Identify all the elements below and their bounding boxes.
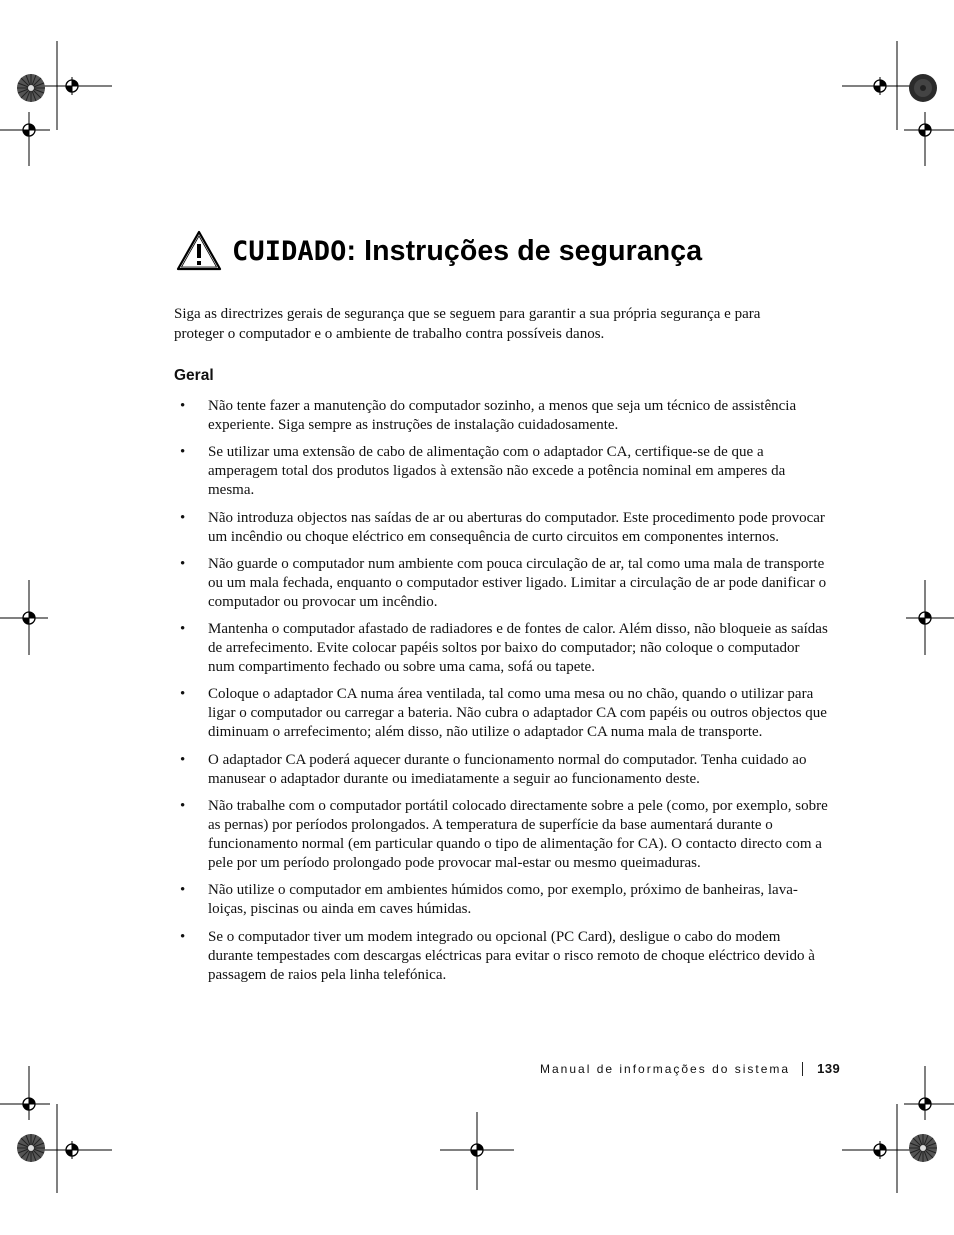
bullet-icon: •	[180, 509, 186, 526]
page-number: 139	[817, 1061, 841, 1076]
page-title	[232, 235, 702, 268]
list-item	[178, 397, 828, 435]
warning-triangle-icon	[176, 230, 222, 272]
list-item-text: Não guarde o computador num ambiente com pouca circulação de ar, tal como uma mala de transporte ou um mala fechada, enquanto o computador estiver ligado. Limitar a circulação de ar pode danificar o computador ou provocar um incêndio.	[208, 555, 827, 610]
registration-mark-bl	[0, 1066, 112, 1193]
list-item-text: Se o computador tiver um modem integrado ou opcional (PC Card), desligue o cabo do modem durante tempestades com descargas eléctricas para evitar o risco remoto de choque eléctrico devido à passagem de raios pela linha telefónica.	[208, 928, 815, 983]
section-heading: Geral	[174, 367, 214, 384]
bullet-icon: •	[180, 398, 186, 414]
list-item-text: Não introduza objectos nas saídas de ar ou aberturas do computador. Este procedimento pode provocar um incêndio ou choque eléctrico em consequência de curto circuitos em componentes internos.	[208, 509, 825, 545]
safety-list	[178, 397, 828, 993]
registration-mark-tl	[0, 41, 112, 166]
registration-mark-ml	[0, 580, 48, 655]
list-item	[178, 751, 828, 789]
list-item-text: Não utilize o computador em ambientes húmidos como, por exemplo, próximo de banheiras, lava-loiças, piscinas ou ainda em caves húmidas.	[208, 882, 798, 918]
title-prefix: CUIDADO	[232, 235, 347, 267]
bullet-icon: •	[180, 444, 186, 461]
registration-mark-br	[842, 1066, 954, 1193]
intro-paragraph: Siga as directrizes gerais de segurança que se seguem para garantir a sua própria segurança e para proteger o computador e o ambiente de trabalho contra possíveis danos.	[174, 306, 761, 342]
bullet-icon: •	[180, 686, 186, 703]
list-item-text: Mantenha o computador afastado de radiadores e de fontes de calor. Além disso, não bloqueie as saídas de arrefecimento. Evite colocar papéis soltos por baixo do computador; não coloque o computador num compartimento fechado ou sobre uma cama, sofá ou tapete.	[208, 621, 828, 676]
list-item	[178, 685, 828, 742]
page-title-row	[176, 228, 702, 274]
list-item-text: Não trabalhe com o computador portátil colocado directamente sobre a pele (como, por exemplo, sobre as pernas) por períodos prolongados. A temperatura de superfície da base aumentará durante o funcionamento normal (em particular quando o tipo de alimentação for CA). O contacto directo com a pele por um período prolongado pode provocar mal-estar ou mesmo queimaduras.	[208, 798, 828, 872]
page-footer	[540, 1061, 840, 1076]
bullet-icon: •	[180, 555, 186, 572]
list-item-text: Se utilizar uma extensão de cabo de alimentação com o adaptador CA, certifique-se de que a amperagem total dos produtos ligados à extensão não excede a potência nominal em amperes da mesma.	[208, 444, 786, 499]
list-item	[178, 509, 828, 547]
list-item	[178, 555, 828, 612]
list-item-text: Coloque o adaptador CA numa área ventilada, tal como uma mesa ou no chão, quando o utilizar para ligar o computador ou carregar a bateria. Não cubra o adaptador CA com papéis ou outros objectos que diminuam o arrefecimento; além disso, não utilize o adaptador CA numa mala de transporte.	[208, 686, 827, 741]
list-item	[178, 928, 828, 985]
list-item	[178, 881, 828, 919]
list-item	[178, 620, 828, 677]
list-item-text: Não tente fazer a manutenção do computador sozinho, a menos que seja um técnico de assistência experiente. Siga sempre as instruções de instalação cuidadosamente.	[208, 398, 797, 433]
bullet-icon: •	[180, 798, 186, 815]
bullet-icon: •	[180, 928, 186, 945]
bullet-icon: •	[180, 882, 186, 899]
list-item-text: O adaptador CA poderá aquecer durante o funcionamento normal do computador. Tenha cuidado ao manusear o adaptador durante ou imediatamente a seguir ao funcionamento deste.	[208, 751, 807, 787]
registration-mark-tr	[842, 41, 954, 166]
bullet-icon: •	[180, 751, 186, 768]
footer-title: Manual de informações do sistema	[540, 1061, 791, 1076]
list-item	[178, 443, 828, 500]
footer-divider	[802, 1062, 803, 1076]
bullet-icon: •	[180, 621, 186, 638]
list-item	[178, 797, 828, 873]
title-rest: : Instruções de segurança	[346, 234, 703, 267]
registration-mark-mr	[906, 580, 954, 655]
registration-mark-bc	[440, 1112, 514, 1190]
